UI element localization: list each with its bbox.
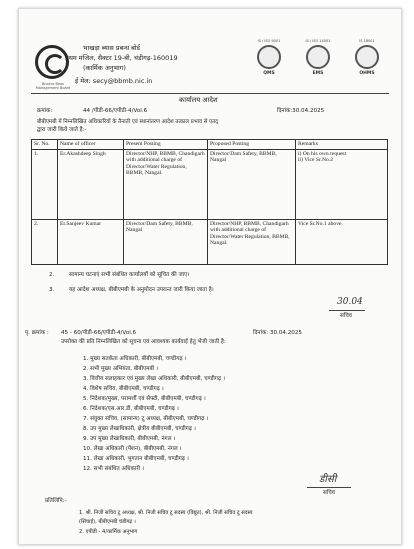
cert-label: EMS	[312, 71, 324, 76]
table-row	[32, 219, 388, 264]
note-number: 3.	[49, 287, 55, 293]
endorse-prefix: पृ. क्रमांक :	[25, 330, 49, 336]
signature-underline	[329, 310, 365, 311]
cert-label: QMS	[263, 71, 275, 76]
col-header-present: Present Posting	[124, 140, 208, 150]
intro-line-2: द्वारा जारी किये जाते है:-	[37, 127, 87, 133]
org-name: भाखड़ा ब्यास प्रबन्ध बोर्ड	[83, 44, 141, 52]
list-item: 9. उप मुख्य लेखाधिकारी, बीबीएमबी, नंगल ।	[83, 436, 176, 442]
remark-line: Vice Sr.No.1 above.	[298, 220, 343, 227]
ref-number: 44 /पीडी-66/एपीडी-4/Vol.6	[83, 108, 148, 114]
logo-caption: Bhakra Beas Management Board	[35, 82, 71, 90]
cert-ems	[300, 39, 336, 83]
remark-line: i) On his own request	[298, 150, 347, 157]
posting-table	[31, 139, 388, 265]
cert-number: IS 18001	[359, 39, 375, 43]
list-item: 2. सभी मुख्य अभियंता, बीबीएमबी ।	[83, 366, 159, 372]
qms-seal-icon	[257, 45, 281, 69]
cert-label: OHMS	[359, 71, 375, 76]
cell-remarks	[296, 219, 388, 264]
org-dept: (कार्मिक अनुभाग)	[83, 64, 126, 72]
cert-number: IS / ISO 14001	[305, 39, 331, 43]
cell-sr: 1.	[32, 149, 58, 219]
table-header-row	[32, 140, 388, 150]
col-header-remarks: Remarks	[296, 140, 388, 150]
copy-to-item: 1. श्री. निजी सचिव टू अध्यक्ष, श्री. निजी सचिव टू सदस्य (विद्युत), श्री. निजी सचिव टू सदस्य	[79, 510, 253, 516]
list-item: 3. वित्तीय सलाहकार एवं मुख्य लेखा अधिकारी, बीबीएमबी, चण्डीगढ़ ।	[83, 376, 226, 382]
cell-proposed: Director/NHP, BBMB, Chandigarh with additional charge of Director/Water Regulation, BBMB, Nangal.	[208, 219, 296, 264]
endorse-line: उपरोक्त की प्रति निम्नलिखित को सूचना एवं आवश्यक कार्यवाई हेतु भेजी जाती है:	[61, 339, 226, 345]
list-item: 7. संयुक्त सचिव, (सामान्य) टू अध्यक्ष, बीबीएमबी, चण्डीगढ़ ।	[83, 416, 209, 422]
cell-sr: 2.	[32, 219, 58, 264]
endorse-date: दिनांक: 30.04.2025	[253, 330, 302, 336]
ems-seal-icon	[306, 45, 330, 69]
list-item: 12. सभी संबंधित अधिकारी ।	[83, 466, 144, 472]
endorse-number: 45 - 60/पीडी-66/एपीडी-4/Vol.6	[61, 330, 137, 336]
signatory-title-2: सचिव	[323, 490, 335, 496]
list-item: 10. लेखा अधिकारी (पेंशन), बीबीएमबी, नंगल ।	[83, 446, 182, 452]
note-text: सामान्य घटनाएं सभी संबंधित कार्यालयों को सूचित की जाए।	[69, 272, 190, 278]
list-item: 8. उप मुख्य लेखाधिकारी, क्षेत्रीय बीबीएमबी, चण्डीगढ़ ।	[83, 426, 196, 432]
intro-line-1: बीबीएमबी में निम्नलिखित अधिकारियों के तैनाती एवं स्थानांतरण आदेश तत्काल प्रभाव से एतद्	[37, 119, 219, 125]
ref-prefix: क्रमांक:	[37, 108, 53, 114]
cell-name: Er.Sanjeev Kumar	[58, 219, 124, 264]
ref-date: दिनांक:30.04.2025	[277, 108, 325, 114]
list-item: 6. निदेशक/एस.आर.डी, बीबीएमबी, चण्डीगढ़ ।	[83, 406, 179, 412]
signature-1: 30.04	[337, 297, 363, 307]
signatory-title-1: सचिव	[340, 313, 352, 319]
table-row	[32, 149, 388, 219]
list-item: 1. मुख्य सतर्कता अधिकारी, बीबीएमबी, चण्डीगढ़ ।	[83, 356, 187, 362]
cert-ohms	[349, 39, 385, 83]
cell-proposed: Director/Dam Safety, BBMB, Nangal	[208, 149, 296, 219]
col-header-name: Name of officer	[58, 140, 124, 150]
cell-remarks	[296, 149, 388, 219]
org-address: प्रथम मंजिल, सैक्टर 19-बी, चंडीगढ़-160019	[65, 54, 178, 62]
cell-present: Director/NHP, BBMB, Chandigarh with additional charge of Director/Water Regulation, BBMB, Nangal.	[124, 149, 208, 219]
order-title: कार्यालय आदेश	[179, 96, 218, 104]
list-item: 11. लेखा अधिकारी, भुगतान बीबीएमबी, चण्डीगढ़ ।	[83, 456, 189, 462]
cert-number: IS / ISO 9001	[257, 39, 281, 43]
signature-underline	[307, 487, 351, 488]
note-number: 2.	[49, 272, 55, 278]
org-email: ई मेल: secy@bbmb.nic.in	[75, 77, 153, 85]
list-item: 5. निदेशक/मुख्य, परामर्शी एवं सेफ्टी, बीबीएमबी, चण्डीगढ़ ।	[83, 396, 206, 402]
col-header-sr: Sr. No.	[32, 140, 58, 150]
copy-to-item: (सिंचाई), बीबीएमबी चंडीगढ़ ।	[79, 519, 136, 525]
list-item: 4. विशेष सचिव, बीबीएमबी, चण्डीगढ़ ।	[83, 386, 164, 392]
copy-to-label: प्रतिलिपि:-	[45, 498, 67, 504]
header-divider	[31, 93, 389, 94]
cell-present: Director/Dam Safety, BBMB, Nangal	[124, 219, 208, 264]
signature-2: डीसी	[319, 474, 337, 485]
remark-line: ii) Vice Sr.No.2	[298, 157, 333, 164]
ohms-seal-icon	[355, 45, 379, 69]
document-page	[18, 8, 402, 545]
cert-qms	[251, 39, 287, 83]
copy-to-item: 2. एपीडी - 4/कार्मिक अनुभाग	[79, 529, 138, 535]
col-header-proposed: Proposed Posting	[208, 140, 296, 150]
cell-name: Er.Akashdeep Singh	[58, 149, 124, 219]
bbmb-logo-icon	[35, 45, 69, 79]
note-text: यह आदेश अध्यक्ष, बीबीएमबी के अनुमोदन उपरान्त जारी किया जाता है।	[69, 287, 214, 293]
